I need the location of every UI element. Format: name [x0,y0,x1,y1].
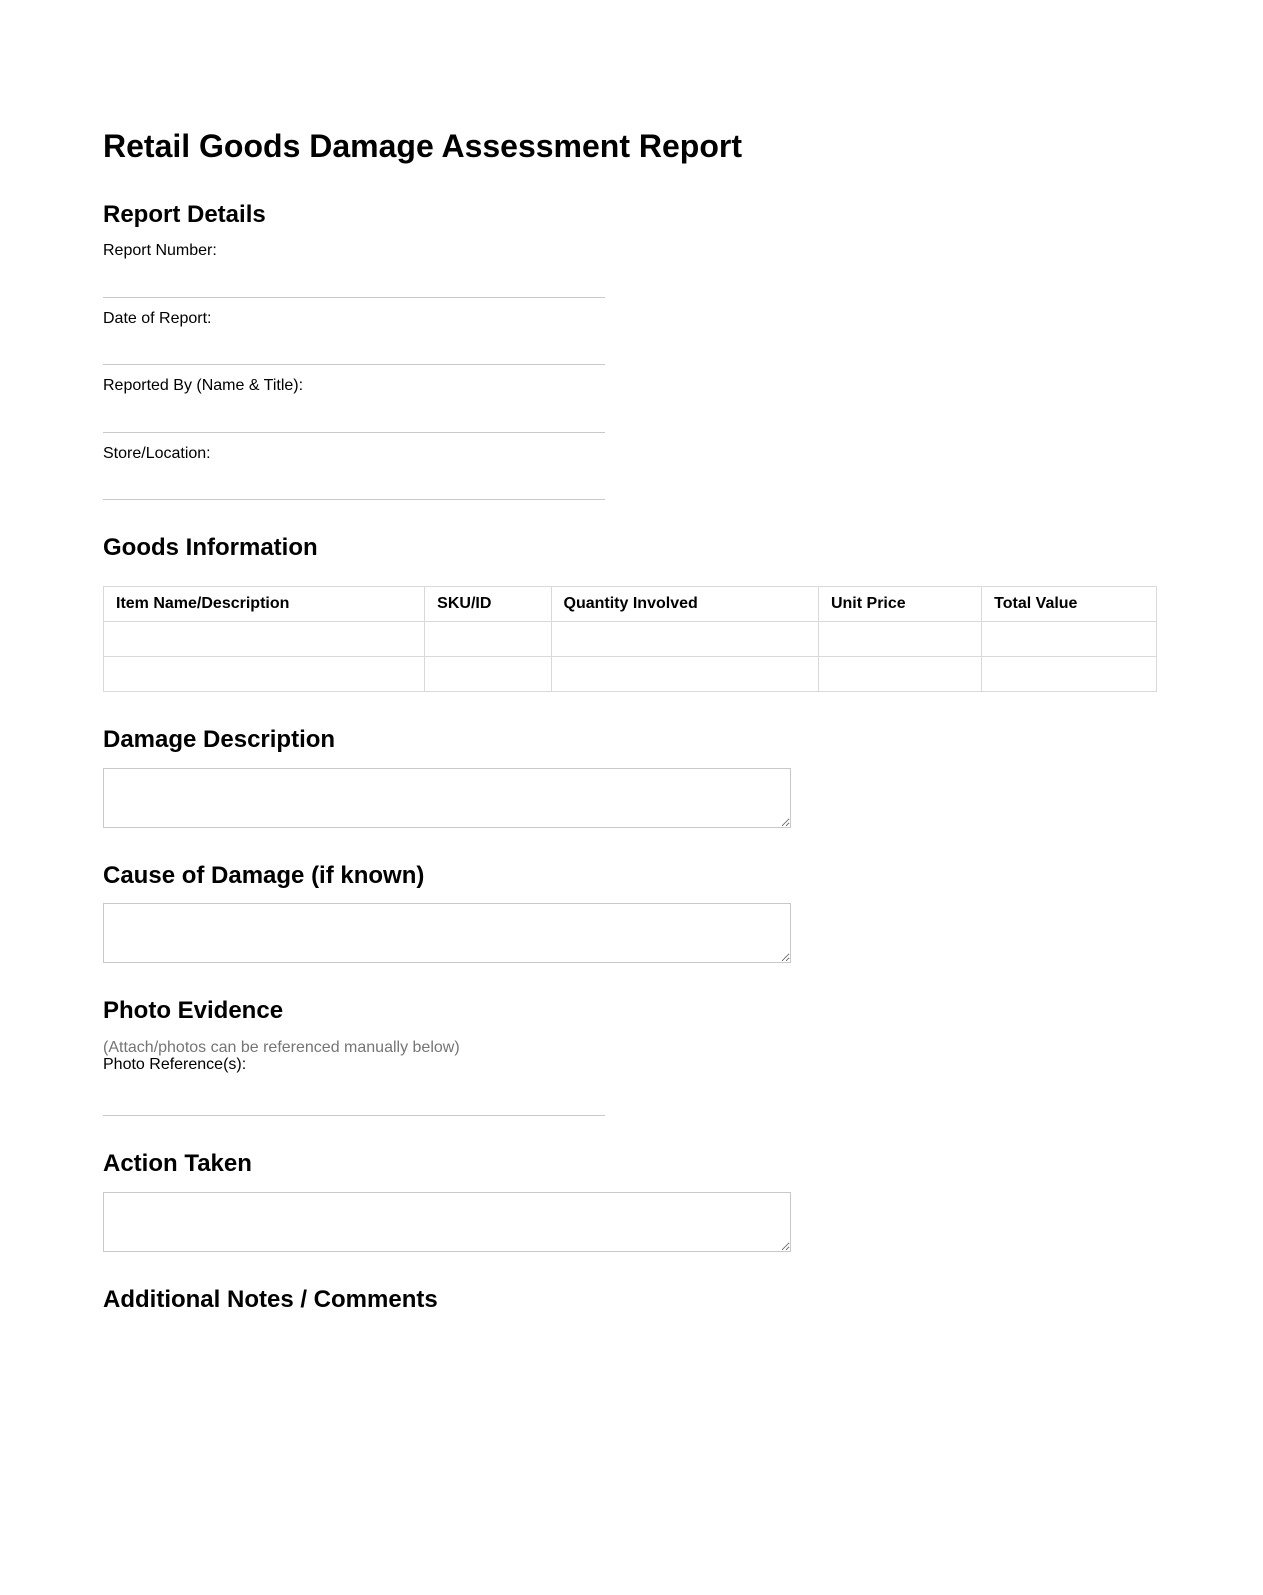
cause-of-damage-textarea[interactable] [103,903,791,963]
column-header-unit-price: Unit Price [818,586,981,621]
table-cell [425,656,551,691]
table-cell [425,621,551,656]
table-cell [104,656,425,691]
date-of-report-input[interactable] [103,330,605,365]
table-cell [982,621,1157,656]
report-number-input[interactable] [103,263,605,298]
section-heading-additional-notes: Additional Notes / Comments [103,1285,438,1313]
column-header-total-value: Total Value [982,586,1157,621]
damage-description-textarea[interactable] [103,768,791,828]
table-cell [818,656,981,691]
reported-by-input[interactable] [103,398,605,433]
table-row [104,621,1157,656]
photo-reference-input[interactable] [103,1081,605,1116]
section-heading-damage-description: Damage Description [103,725,336,753]
field-reported-by [103,377,1157,432]
table-cell [982,656,1157,691]
reported-by-label: Reported By (Name & Title): [103,377,304,395]
field-date-of-report [103,310,1157,365]
field-report-number [103,242,1157,297]
store-location-input[interactable] [103,465,605,500]
section-heading-action-taken: Action Taken [103,1150,252,1178]
section-heading-cause-of-damage: Cause of Damage (if known) [103,861,425,889]
report-number-label: Report Number: [103,242,217,260]
goods-information-table [103,586,1157,692]
table-cell [551,621,818,656]
page-title: Retail Goods Damage Assessment Report [103,128,742,164]
column-header-item-name: Item Name/Description [104,586,425,621]
table-cell [818,621,981,656]
photo-evidence-note: (Attach/photos can be referenced manually below) [103,1038,460,1056]
column-header-sku-id: SKU/ID [425,586,551,621]
field-store-location [103,445,1157,500]
section-heading-photo-evidence: Photo Evidence [103,997,284,1025]
table-header-row [104,586,1157,621]
store-location-label: Store/Location: [103,444,211,462]
date-of-report-label: Date of Report: [103,309,212,327]
column-header-quantity-involved: Quantity Involved [551,586,818,621]
table-cell [104,621,425,656]
action-taken-textarea[interactable] [103,1192,791,1252]
table-cell [551,656,818,691]
section-heading-goods-information: Goods Information [103,533,318,561]
section-heading-report-details: Report Details [103,200,266,228]
table-row [104,656,1157,691]
photo-reference-label: Photo Reference(s): [103,1055,247,1073]
field-photo-reference [103,1056,1157,1116]
